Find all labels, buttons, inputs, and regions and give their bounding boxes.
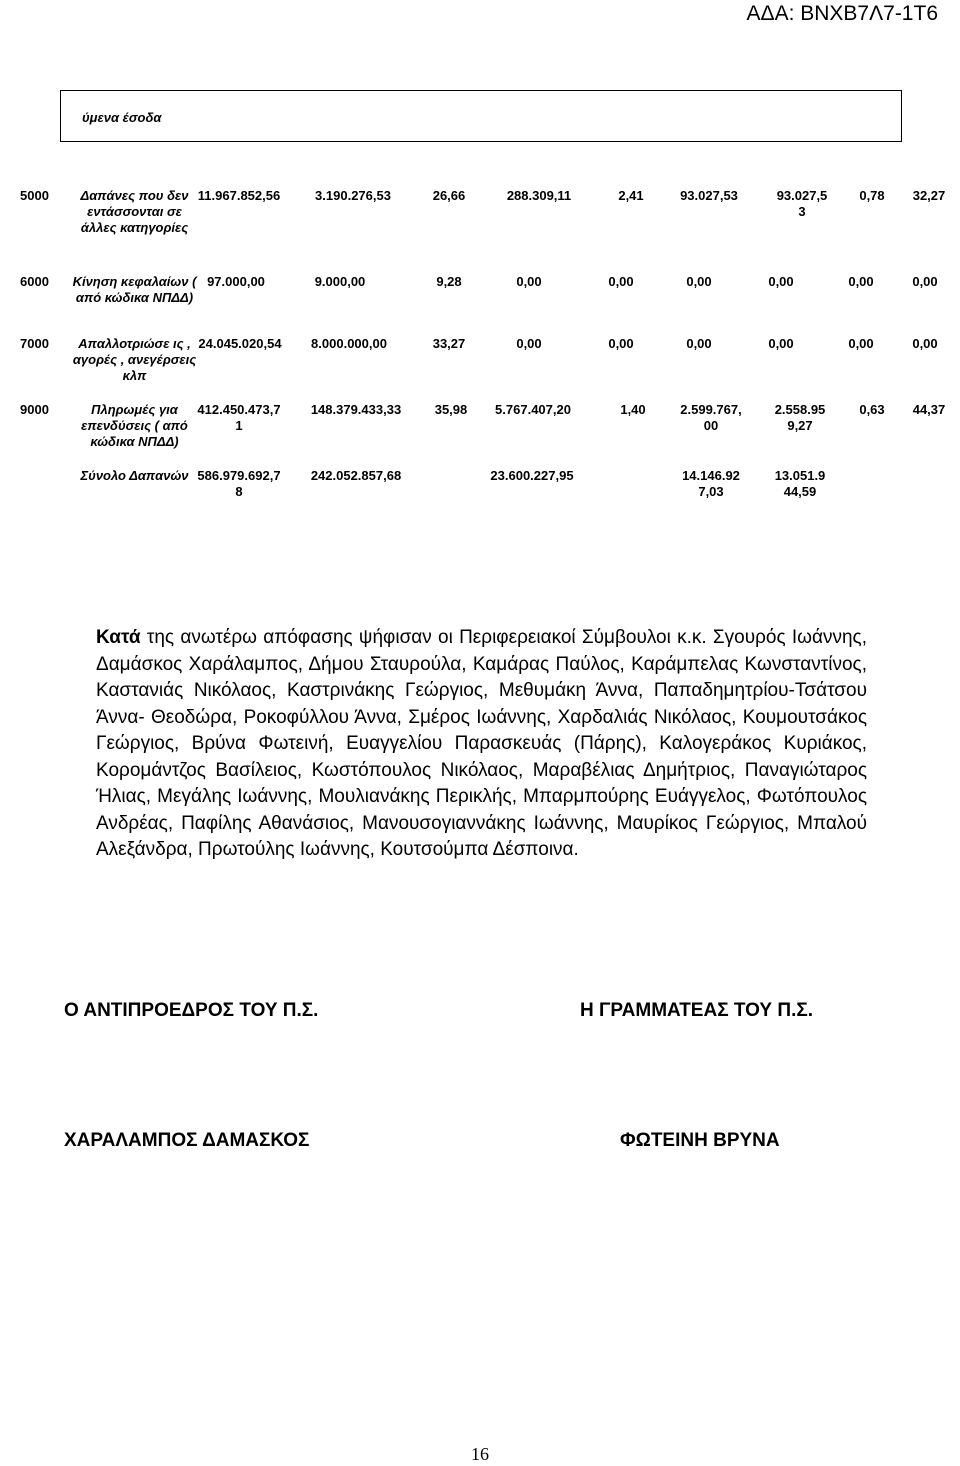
value-cell: 0,00 — [686, 274, 712, 289]
value-cell: 0,00 — [912, 336, 938, 351]
value-cell: 8.000.000,00 — [311, 336, 387, 351]
value-cell: 97.000,00 — [207, 274, 265, 289]
row-label: Πληρωμές για επενδύσεις ( από κώδικα ΝΠΔΔ) — [81, 402, 188, 449]
value-cell: 2,41 — [618, 188, 644, 203]
value-cell: 13.051.9 44,59 — [774, 468, 826, 499]
value-cell: 586.979.692,7 8 — [197, 468, 281, 499]
value-cell: 0,00 — [608, 336, 634, 351]
value-cell: 44,37 — [912, 402, 946, 417]
signature-title-right: Η ΓΡΑΜΜΑΤΕΑΣ ΤΟΥ Π.Σ. — [580, 1000, 814, 1021]
value-cell: 5.767.407,20 — [495, 402, 571, 417]
paragraph-body: της ανωτέρω απόφασης ψήφισαν οι Περιφερειακοί Σύμβουλοι κ.κ. Σγουρός Ιωάννης, Δαμάσκος Χαράλαμπος, Δήμου Σταυρούλα, Καμάρας Παύλος, Καράμπελας Κωνσταντίνος, Καστανιάς Νικόλαος, Καστρινάκης Γεώργιος, Μεθυμάκη Άννα, Παπαδημητρίου-Τσάτσου Άννα- Θεοδώρα, Ροκοφύλλου Άννα, Σμέρος Ιωάννης, Χαρδαλιάς Νικόλαος, Κουμουτσάκος Γεώργιος, Βρύνα Φωτεινή, Ευαγγελίου Παρασκευάς (Πάρης), Καλογεράκος Κυριάκος, Κορομάντζος Βασίλειος, Κωστόπουλος Νικόλαος, Μαραβέλιας Δημήτριος, Παναγιώταρος Ήλιας, Μεγάλης Ιωάννης, Μουλιανάκης Περικλής, Μπαρμπούρης Ευάγγελος, Φωτόπουλος Ανδρέας, Παφίλης Αθανάσιος, Μανουσογιαννάκης Ιωάννης, Μαυρίκος Γεώργιος, Μπαλού Αλεξάνδρα, Πρωτούλης Ιωάννης, Κουτσούμπα Δέσποινα. — [96, 627, 867, 860]
value-cell: 93.027,5 3 — [776, 188, 828, 219]
signature-name-left: ΧΑΡΑΛΑΜΠΟΣ ΔΑΜΑΣΚΟΣ — [64, 1130, 310, 1151]
value-cell: 14.146.92 7,03 — [682, 468, 740, 499]
row-code: 5000 — [20, 188, 49, 203]
signature-name-right: ΦΩΤΕΙΝΗ ΒΡΥΝΑ — [620, 1130, 780, 1151]
value-cell: 33,27 — [432, 336, 466, 351]
voting-paragraph — [96, 625, 867, 864]
value-cell: 0,00 — [516, 336, 542, 351]
row-code: 7000 — [20, 336, 49, 351]
signature-title-left: Ο ΑΝΤΙΠΡΟΕΔΡΟΣ ΤΟΥ Π.Σ. — [64, 1000, 319, 1021]
row-code: 6000 — [20, 274, 49, 289]
value-cell: 2.558.95 9,27 — [774, 402, 826, 433]
value-cell: 148.379.433,33 — [310, 402, 402, 417]
page-number: 16 — [471, 1444, 489, 1464]
row-label: Κίνηση κεφαλαίων ( από κώδικα ΝΠΔΔ) — [72, 274, 197, 305]
row-label: Απαλλοτριώσε ις , αγορές , ανεγέρσεις κλπ — [72, 336, 197, 383]
value-cell: 1,40 — [620, 402, 646, 417]
value-cell: 9,28 — [436, 274, 462, 289]
value-cell: 288.309,11 — [506, 188, 572, 203]
row-label: Σύνολο Δαπανών — [80, 468, 189, 483]
value-cell: 0,00 — [686, 336, 712, 351]
value-cell: 0,00 — [848, 274, 874, 289]
value-cell: 11.967.852,56 — [197, 188, 281, 203]
value-cell: 0,00 — [516, 274, 542, 289]
row-code: 9000 — [20, 402, 49, 417]
ada-code: ΑΔΑ: ΒΝΧΒ7Λ7-1Τ6 — [746, 2, 938, 25]
value-cell: 0,78 — [859, 188, 885, 203]
paragraph-lead: Κατά — [96, 627, 141, 648]
value-cell: 0,00 — [768, 274, 794, 289]
table-fragment-text: ύμενα έσοδα — [82, 110, 162, 125]
value-cell: 93.027,53 — [680, 188, 738, 203]
row-label: Δαπάνες που δεν εντάσσονται σε άλλες κατηγορίες — [80, 188, 189, 235]
value-cell: 0,00 — [912, 274, 938, 289]
value-cell: 0,63 — [859, 402, 885, 417]
value-cell: 412.450.473,7 1 — [197, 402, 281, 433]
value-cell: 35,98 — [434, 402, 468, 417]
table-fragment-frame — [60, 90, 902, 142]
value-cell: 26,66 — [432, 188, 466, 203]
value-cell: 0,00 — [848, 336, 874, 351]
value-cell: 3.190.276,53 — [315, 188, 391, 203]
value-cell: 23.600.227,95 — [490, 468, 574, 483]
value-cell: 0,00 — [768, 336, 794, 351]
value-cell: 32,27 — [912, 188, 946, 203]
value-cell: 2.599.767, 00 — [680, 402, 742, 433]
value-cell: 242.052.857,68 — [310, 468, 402, 483]
value-cell: 9.000,00 — [314, 274, 366, 289]
value-cell: 24.045.020,54 — [198, 336, 282, 351]
value-cell: 0,00 — [608, 274, 634, 289]
